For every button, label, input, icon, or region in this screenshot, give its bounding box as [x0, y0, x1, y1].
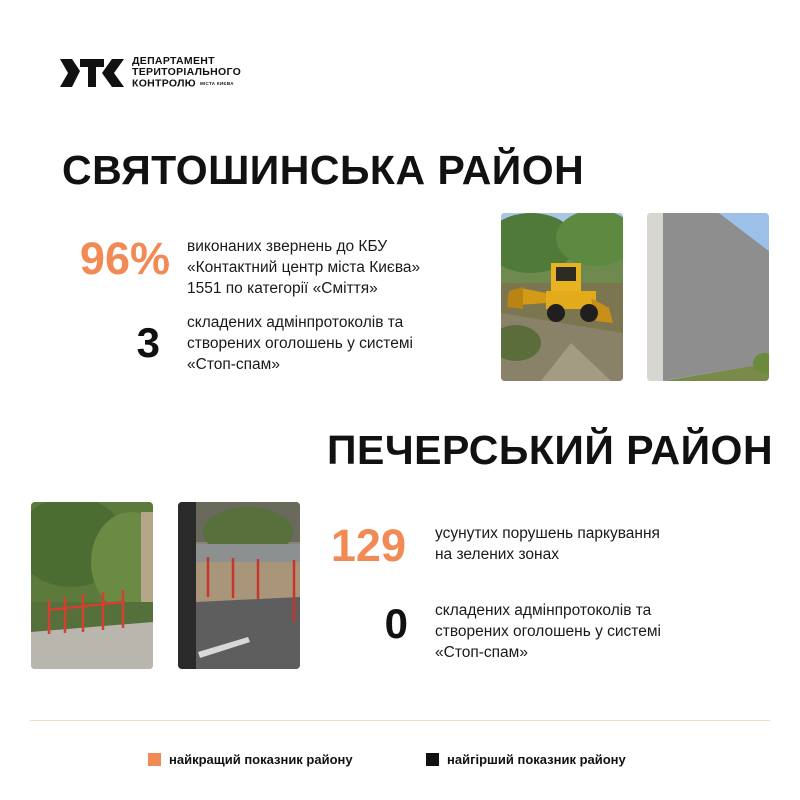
stat-text-line: виконаних звернень до КБУ [187, 238, 388, 255]
stat-text-line: на зелених зонах [435, 546, 559, 563]
legend-best [148, 752, 353, 767]
stat-text-complaints [187, 236, 420, 299]
department-name [132, 56, 241, 89]
photo-excavator [501, 213, 623, 381]
stat-text-line: створених оголошень у системі [435, 623, 661, 640]
brand-line-3: КОНТРОЛЮ [132, 77, 196, 90]
stat-text-line: «Стоп-спам» [187, 356, 280, 373]
stat-text-line: створених оголошень у системі [187, 335, 413, 352]
stat-text-line: «Стоп-спам» [435, 644, 528, 661]
brand-line-1: ДЕПАРТАМЕНТ [132, 55, 215, 68]
photo-parking-barrier-2 [178, 502, 300, 669]
brand-city: МІСТА КИЄВА [199, 81, 234, 87]
stat-value-complaints: 96% [79, 233, 170, 284]
stat-value-protocols-pecherskyi: 0 [384, 600, 408, 647]
stat-text-protocols [187, 312, 413, 375]
stat-text-parking [435, 523, 660, 565]
legend-worst [426, 752, 626, 767]
stat-text-line: «Контактний центр міста Києва» [187, 259, 421, 276]
stat-text-protocols-pecherskyi [435, 600, 661, 663]
photo-parking-barrier-1 [31, 502, 153, 669]
stat-text-line: усунутих порушень паркування [435, 525, 660, 542]
legend-swatch-black [426, 753, 439, 766]
photo-grey-wall [647, 213, 769, 381]
brand-line-2: ТЕРИТОРІАЛЬНОГО [132, 66, 242, 79]
stat-text-line: 1551 по категорії «Сміття» [187, 280, 378, 297]
stat-value-parking: 129 [330, 520, 406, 571]
stat-text-line: складених адмінпротоколів та [187, 314, 404, 331]
legend-label-best: найкращий показник району [169, 752, 353, 767]
district-title-sviatoshynskyi: СВЯТОШИНСЬКА РАЙОН [62, 147, 585, 193]
department-logo [60, 56, 241, 90]
dtk-logo-icon [60, 56, 124, 90]
stat-text-line: складених адмінпротоколів та [435, 602, 652, 619]
legend-swatch-orange [148, 753, 161, 766]
district-title-pecherskyi: ПЕЧЕРСЬКИЙ РАЙОН [327, 427, 774, 473]
divider [30, 720, 770, 721]
stat-value-protocols: 3 [136, 319, 160, 366]
legend-label-worst: найгірший показник району [447, 752, 626, 767]
